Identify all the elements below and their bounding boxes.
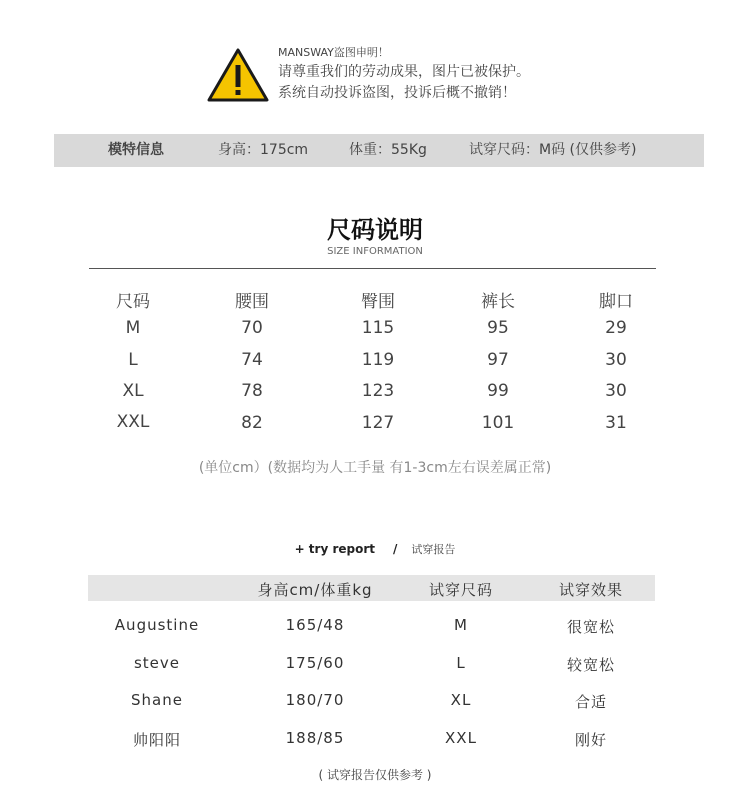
table-cell: 82 (241, 413, 263, 433)
table-cell: 31 (605, 413, 627, 433)
table-header: 脚口 (599, 292, 633, 312)
table-header: 腰围 (235, 292, 269, 312)
table-cell: L (128, 350, 138, 370)
table-cell: XL (122, 381, 144, 401)
table-cell: 帅阳阳 (132, 731, 181, 749)
table-cell: XXL (445, 729, 477, 747)
try-report-title-cn: 试穿报告 (411, 543, 456, 556)
notice-line: 请尊重我们的劳动成果，图片已被保护。 (278, 64, 530, 80)
table-cell: 30 (605, 350, 627, 370)
table-header: 尺码 (116, 292, 150, 312)
table-header: 裤长 (481, 292, 515, 312)
table-cell: steve (133, 654, 181, 672)
table-cell: 115 (361, 318, 395, 338)
table-cell: 101 (481, 413, 515, 433)
table-cell: 99 (487, 381, 509, 401)
table-cell: 123 (361, 381, 395, 401)
table-cell: M (125, 318, 141, 338)
model-size: 试穿尺码：M码 (仅供参考) (469, 142, 637, 158)
try-report-heading (0, 541, 750, 557)
model-weight: 体重：55Kg (349, 142, 427, 158)
measurement-note: (单位cm）(数据均为人工手量 有1-3cm左右误差属正常) (198, 460, 552, 476)
table-cell: 很宽松 (566, 618, 615, 636)
model-info-label: 模特信息 (108, 142, 164, 158)
table-cell: M (454, 616, 468, 634)
notice-line: 系统自动投诉盗图，投诉后概不撤销！ (278, 85, 516, 101)
notice-title: MANSWAY盗图申明！ (278, 46, 389, 59)
table-header: 试穿效果 (558, 581, 623, 599)
table-cell: 78 (241, 381, 263, 401)
table-cell: 180/70 (285, 691, 345, 709)
table-cell: 188/85 (285, 729, 345, 747)
table-header: 试穿尺码 (428, 581, 493, 599)
table-cell: XXL (116, 412, 150, 432)
size-subtitle: SIZE INFORMATION (327, 246, 423, 257)
divider (89, 268, 656, 269)
table-cell: 70 (241, 318, 263, 338)
table-cell: 127 (361, 413, 395, 433)
copyright-notice (278, 44, 530, 104)
table-cell: 97 (487, 350, 509, 370)
table-cell: 175/60 (285, 654, 345, 672)
table-cell: 合适 (574, 693, 607, 711)
table-cell: 119 (361, 350, 395, 370)
table-cell: XL (450, 691, 472, 709)
table-cell: Shane (131, 691, 183, 709)
table-cell: 95 (487, 318, 509, 338)
size-title: 尺码说明 (327, 216, 423, 244)
table-cell: 29 (605, 318, 627, 338)
table-cell: 165/48 (285, 616, 345, 634)
table-cell: Augustine (114, 616, 200, 634)
warning-triangle-icon (206, 47, 270, 103)
table-cell: 较宽松 (566, 656, 615, 674)
model-info-bar (54, 134, 704, 167)
table-header: 身高cm/体重kg (257, 581, 373, 599)
table-cell: L (456, 654, 466, 672)
table-cell: 刚好 (574, 731, 607, 749)
try-report-footnote: ( 试穿报告仅供参考 ) (318, 768, 432, 782)
table-header: 臀围 (361, 292, 395, 312)
table-cell: 30 (605, 381, 627, 401)
try-report-title-en: + try report (294, 542, 376, 556)
heading-separator: / (393, 542, 398, 556)
model-height: 身高：175cm (218, 142, 309, 158)
table-cell: 74 (241, 350, 263, 370)
